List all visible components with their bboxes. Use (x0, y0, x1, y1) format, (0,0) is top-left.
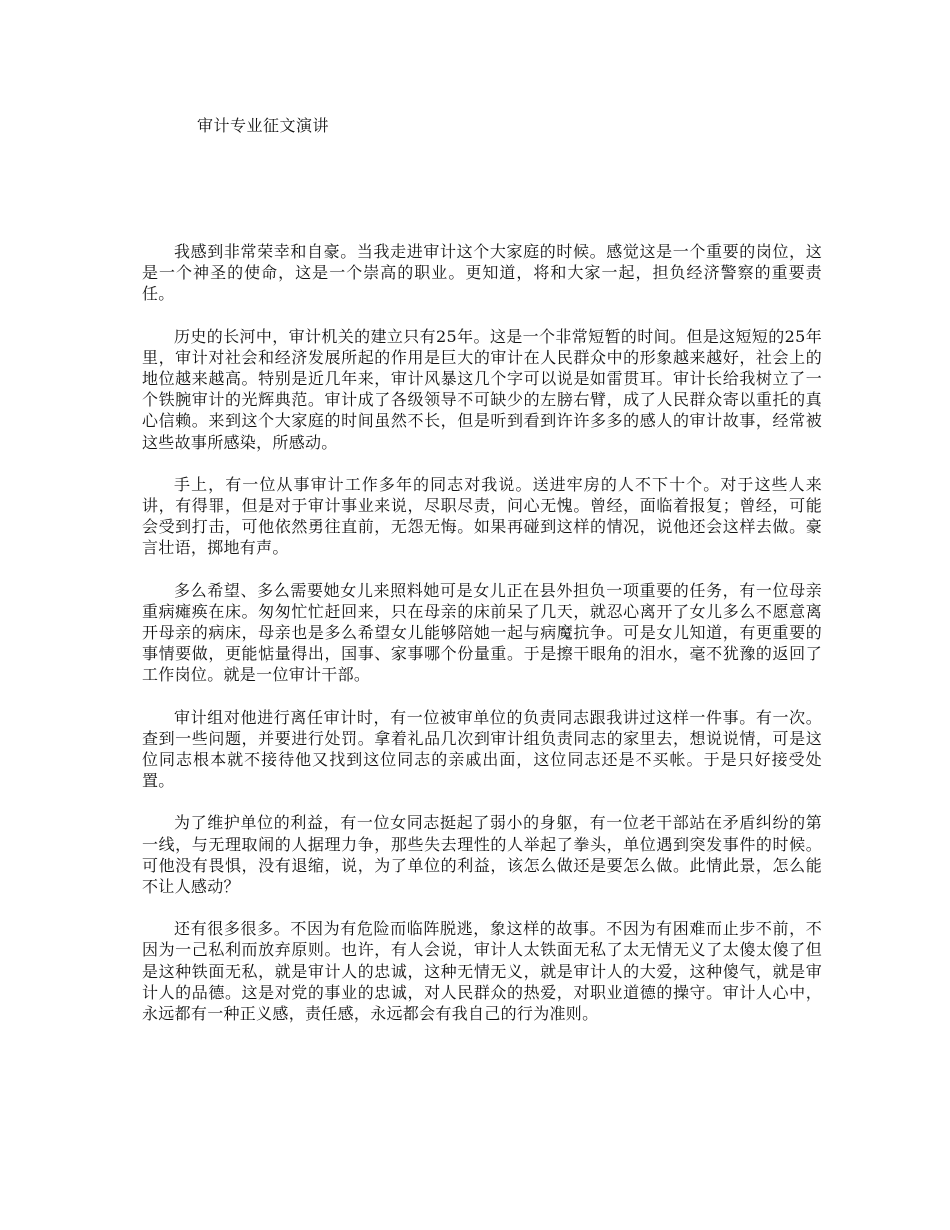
document-body (142, 241, 822, 1045)
paragraph-5: 审计组对他进行离任审计时，有一位被审单位的负责同志跟我讲过这样一件事。有一次。查到一些问题，并要进行处罚。拿着礼品几次到审计组负责同志的家里去，想说说情，可是这位同志根本就不接待他又找到这位同志的亲戚出面，这位同志还是不买帐。于是只好接受处置。 (142, 707, 822, 791)
paragraph-1: 我感到非常荣幸和自豪。当我走进审计这个大家庭的时候。感觉这是一个重要的岗位，这是一个神圣的使命，这是一个崇高的职业。更知道，将和大家一起，担负经济警察的重要责任。 (142, 242, 822, 304)
paragraph-7: 还有很多很多。不因为有危险而临阵脱逃，象这样的故事。不因为有困难而止步不前，不因为一己私利而放弃原则。也许，有人会说，审计人太铁面无私了太无情无义了太傻太傻了但是这种铁面无私，就是审计人的忠诚，这种无情无义，就是审计人的大爱，这种傻气，就是审计人的品德。这是对党的事业的忠诚，对人民群众的热爱，对职业道德的操守。审计人心中，永远都有一种正义感，责任感，永远都会有我自己的行为准则。 (142, 919, 822, 1024)
paragraph-2: 历史的长河中，审计机关的建立只有25年。这是一个非常短暂的时间。但是这短短的25年里，审计对社会和经济发展所起的作用是巨大的审计在人民群众中的形象越来越好，社会上的地位越来越高。特别是近几年来，审计风暴这几个字可以说是如雷贯耳。审计长给我树立了一个铁腕审计的光辉典范。审计成了各级领导不可缺少的左膀右臂，成了人民群众寄以重托的真心信赖。来到这个大家庭的时间虽然不长，但是听到看到许许多多的感人的审计故事，经常被这些故事所感染，所感动。 (142, 326, 822, 452)
paragraph-4: 多么希望、多么需要她女儿来照料她可是女儿正在县外担负一项重要的任务，有一位母亲重病瘫痪在床。匆匆忙忙赶回来，只在母亲的床前呆了几天，就忍心离开了女儿多么不愿意离开母亲的病床，母亲也是多么希望女儿能够陪她一起与病魔抗争。可是女儿知道，有更重要的事情要做，更能惦量得出，国事、家事哪个份量重。于是擦干眼角的泪水，毫不犹豫的返回了工作岗位。就是一位审计干部。 (142, 580, 822, 685)
paragraph-6: 为了维护单位的利益，有一位女同志挺起了弱小的身躯，有一位老干部站在矛盾纠纷的第一线，与无理取闹的人据理力争，那些失去理性的人举起了拳头，单位遇到突发事件的时候。可他没有畏惧，没有退缩，说，为了单位的利益，该怎么做还是要怎么做。此情此景，怎么能不让人感动？ (142, 813, 822, 897)
document-title: 审计专业征文演讲 (197, 116, 330, 135)
paragraph-3: 手上，有一位从事审计工作多年的同志对我说。送进牢房的人不下十个。对于这些人来讲，有得罪，但是对于审计事业来说，尽职尽责，问心无愧。曾经，面临着报复；曾经，可能会受到打击，可他依然勇往直前，无怨无悔。如果再碰到这样的情况，说他还会这样去做。豪言壮语，掷地有声。 (142, 474, 822, 558)
